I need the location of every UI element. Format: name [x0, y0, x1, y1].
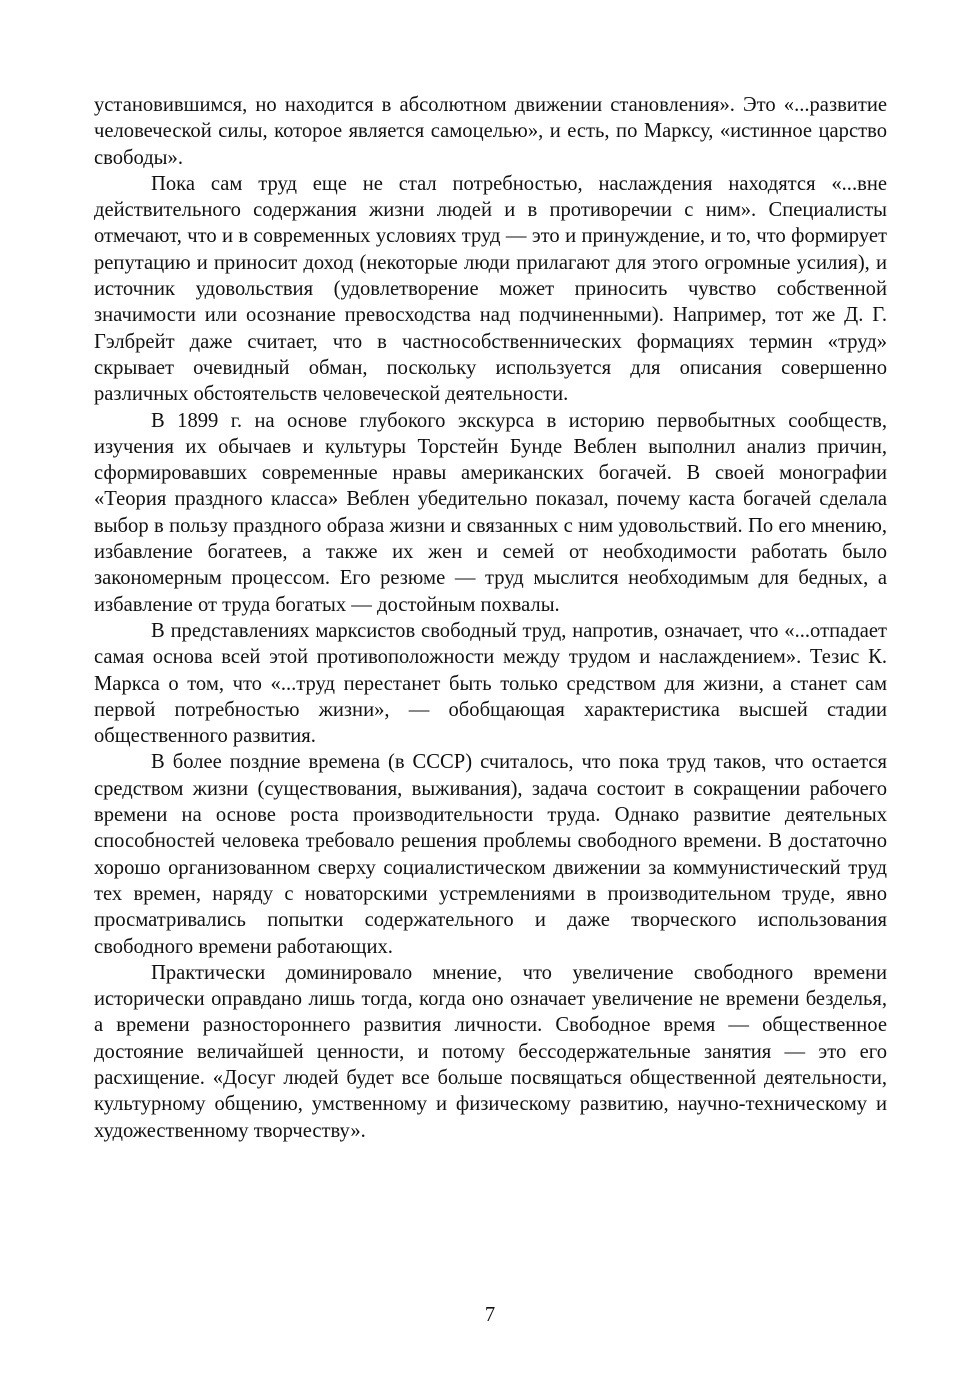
page-body [94, 92, 887, 1144]
paragraph: Пока сам труд еще не стал потребностью, наслаждения находятся «...вне действительного содержания жизни людей и в противоречии с ним». Специалисты отмечают, что и в современных условиях труд — это и принуждение, и то, что формирует репутацию и приносит доход (некоторые люди прилагают для этого огромные усилия), и источник удовольствия (удовлетворение может приносить чувство собственной значимости или осознание превосходства над подчиненными). Например, тот же Д. Г. Гэлбрейт даже считает, что в частнособственнических формациях термин «труд» скрывает очевидный обман, поскольку используется для описания совершенно различных обстоятельств человеческой деятельности. [94, 172, 887, 406]
paragraph: В представлениях марксистов свободный труд, напротив, означает, что «...отпадает самая основа всей этой противоположности между трудом и наслаждением». Тезис К. Маркса о том, что «...труд перестанет быть только средством для жизни, а станет сам первой потребностью жизни», — обобщающая характеристика высшей стадии общественного развития. [94, 619, 887, 748]
page-number: 7 [484, 1304, 496, 1326]
paragraph: Практически доминировало мнение, что увеличение свободного времени исторически оправдано лишь тогда, когда оно означает увеличение не времени безделья, а времени разностороннего развития личности. Свободное время — общественное достояние величайшей ценности, и потому бессодержательные занятия — это его расхищение. «Досуг людей будет все больше посвящаться общественной деятельности, культурному общению, умственному и физическому развитию, научно-техническому и художественному творчеству». [94, 961, 887, 1142]
paragraph: В 1899 г. на основе глубокого экскурса в историю первобытных сообществ, изучения их обычаев и культуры Торстейн Бунде Веблен выполнил анализ причин, сформировавших современные нравы американских богачей. В своей монографии «Теория праздного класса» Веблен убедительно показал, почему каста богачей сделала выбор в пользу праздного образа жизни и связанных с ним удовольствий. По его мнению, избавление богатеев, а также их жен и семей от необходимости работать было закономерным процессом. Его резюме — труд мыслится необходимым для бедных, а избавление от труда богатых — достойным похвалы. [94, 409, 887, 616]
paragraph: В более поздние времена (в СССР) считалось, что пока труд таков, что остается средством жизни (существования, выживания), задача состоит в сокращении рабочего времени на основе роста производительности труда. Однако развитие деятельных способностей человека требовало решения проблемы свободного времени. В достаточно хорошо организованном сверху социалистическом движении за коммунистический труд тех времен, наряду с новаторскими устремлениями в производительном труде, явно просматривались попытки содержательного и даже творческого использования свободного времени работающих. [94, 751, 887, 958]
paragraph-continuation: установившимся, но находится в абсолютном движении становления». Это «...развитие человеческой силы, которое является самоцелью», и есть, по Марксу, «истинное царство свободы». [94, 94, 887, 169]
